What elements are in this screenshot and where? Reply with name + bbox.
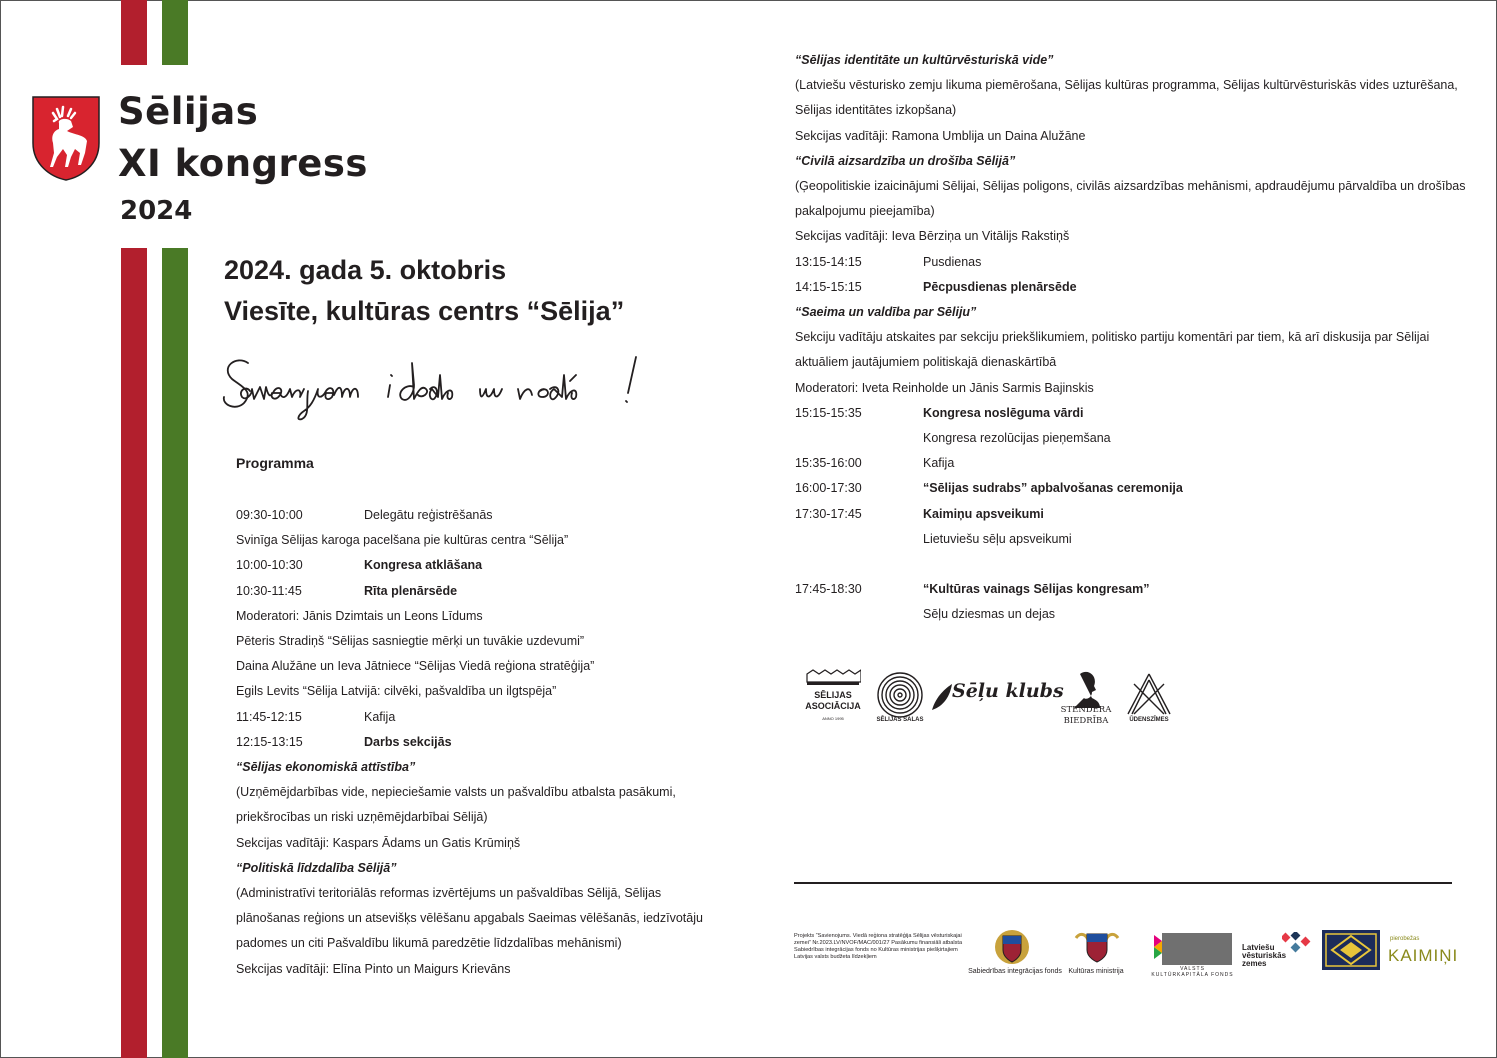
stendera-text <box>1055 705 1117 727</box>
leaf-icon <box>930 682 954 712</box>
program-text: priekšrocības un riski uzņēmējdarbībai Sēlijā) <box>236 810 488 825</box>
program-text: Lietuviešu sēļu apsveikumi <box>923 531 1072 546</box>
program-text: “Civilā aizsardzība un drošība Sēlijā” <box>795 153 1016 168</box>
vkf-text <box>1150 966 1235 978</box>
motto-signature <box>218 345 658 440</box>
program-text: Kongresa rezolūcijas pieņemšana <box>923 431 1111 445</box>
program-time: 09:30-10:00 <box>236 508 303 522</box>
program-text: Sēļu dziesmas un dejas <box>923 607 1056 622</box>
program-time: 17:30-17:45 <box>795 506 862 521</box>
program-text: Sekcijas vadītāji: Kaspars Ādams un Gatis Krūmiņš <box>236 835 521 850</box>
program-time: 17:45-18:30 <box>795 582 862 597</box>
lvz-text <box>1242 944 1286 968</box>
green-stripe-top <box>162 0 188 65</box>
program-time: 15:35-16:00 <box>795 456 862 471</box>
program-text: Sekcijas vadītāji: Ieva Bērziņa un Vitālijs Rakstiņš <box>795 229 1070 244</box>
lvz-line2: vēsturiskās <box>1242 951 1287 960</box>
program-time: 16:00-17:30 <box>795 481 862 496</box>
km-text: Kultūras ministrija <box>1068 968 1124 975</box>
program-text: Moderatori: Iveta Reinholde un Jānis Sarmis Bajinskis <box>795 380 1094 395</box>
program-time: 13:15-14:15 <box>795 254 862 269</box>
program-time: 10:30-11:45 <box>236 583 302 598</box>
program-time: 14:15-15:15 <box>795 279 862 294</box>
program-text: “Saeima un valdība par Sēliju” <box>795 305 977 319</box>
lvz-line3: zemes <box>1242 959 1267 968</box>
vkf-line2: KULTŪRKAPITĀLA FONDS <box>1151 972 1234 978</box>
program-text: Delegātu reģistrēšanās <box>364 508 493 522</box>
program-heading: Programma <box>236 455 314 471</box>
coat-of-arms-icon <box>31 95 101 181</box>
klubs-text: Sēļu klubs <box>952 680 1064 702</box>
stendera-portrait-icon <box>1070 670 1102 708</box>
title-line2: XI kongress <box>118 142 368 185</box>
program-text: Sekcijas vadītāji: Elīna Pinto un Maigurs Krievāns <box>236 961 511 976</box>
project-text: Projekts “Savienojums. Viedā reģiona stratēģija Sēlijas vēsturiskajai zemei” Nr.2023.LV/NVOF/MAC/001/27 Pasākumu finansiāli atbalsta Sabiedrības integrācijas fonds no Kultūras ministrijas piešķirtajiem Latvijas valsts budžeta līdzekļiem <box>794 933 963 960</box>
udenszimes-icon <box>1126 672 1172 716</box>
program-text: Pēteris Stradiņš “Sēlijas sasniegtie mērķi un tuvākie uzdevumi” <box>236 634 585 648</box>
program-text: (Uzņēmējdarbības vide, nepieciešamie valsts un pašvaldību atbalsta pasākumi, <box>236 785 676 800</box>
vkf-logo <box>1154 933 1232 965</box>
red-stripe-top <box>121 0 147 65</box>
program-text: Kafija <box>364 709 396 724</box>
program-text: “Politiskā līdzdalība Sēlijā” <box>236 860 397 875</box>
kaimini-pre: pierobežas <box>1390 936 1420 942</box>
program-text: (Administratīvi teritoriālās reformas izvērtējums un pašvaldības Sēlijā, Sēlijas <box>236 886 662 900</box>
program-text: Pusdienas <box>923 254 982 269</box>
program-text: Egils Levits “Sēlija Latvijā: cilvēki, pašvaldība un ilgtspēja” <box>236 684 557 699</box>
program-text: aktuāliem jautājumiem politiskajā dienaskārtībā <box>795 355 1057 370</box>
kaimini-text: KAIMIŅI <box>1388 946 1459 965</box>
program-text: Svinīga Sēlijas karoga pacelšana pie kultūras centra “Sēlija” <box>236 533 569 548</box>
stendera-line1: STENDERA <box>1060 705 1112 715</box>
program-text: pakalpojumu pieejamība) <box>795 204 935 219</box>
program-text: Darbs sekcijās <box>364 734 452 749</box>
salas-text: SĒLIJAS SALAS <box>876 717 924 723</box>
lvz-squares-icon <box>1282 932 1312 954</box>
event-place: Viesīte, kultūras centrs “Sēlija” <box>224 296 625 326</box>
lvz-line1: Latviešu <box>1242 943 1275 952</box>
program-text: Sēlijas identitātes izkopšana) <box>795 103 957 118</box>
program-text: Moderatori: Jānis Dzimtais un Leons Līdums <box>236 608 483 623</box>
red-stripe-bottom <box>121 248 147 1058</box>
title-line1: Sēlijas <box>118 90 259 133</box>
program-text: Sekcijas vadītāji: Ramona Umblija un Daina Alužāne <box>795 128 1086 143</box>
udenszimes-text: ŪDENSZĪMES <box>1129 717 1169 723</box>
program-time: 10:00-10:30 <box>236 558 303 573</box>
program-text: Daina Alužāne un Ieva Jātniece “Sēlijas Viedā reģiona stratēģija” <box>236 659 595 674</box>
stendera-line2: BIEDRĪBA <box>1063 716 1109 726</box>
program-text: (Ģeopolitiskie izaicinājumi Sēlijai, Sēlijas poligons, civilās aizsardzības mehānismi, apdraudējumu pārvaldība un drošības <box>795 179 1466 193</box>
program-text: Kongresa noslēguma vārdi <box>923 405 1084 420</box>
asociacija-sub: ANNO 1995 <box>822 716 844 721</box>
event-date: 2024. gada 5. oktobris <box>224 255 507 285</box>
title-year: 2024 <box>120 196 193 226</box>
program-text: padomes un citi Pašvaldību likumā paredzētie līdzdalības mehānismi) <box>236 936 622 951</box>
program-time: 11:45-12:15 <box>236 709 302 724</box>
footer-divider <box>794 882 1452 884</box>
program-text: Rīta plenārsēde <box>364 583 458 598</box>
program-text: “Kultūras vainags Sēlijas kongresam” <box>923 582 1150 597</box>
fingerprint-icon <box>875 671 925 719</box>
program-text: “Sēlijas ekonomiskā attīstība” <box>236 760 416 774</box>
program-text: “Sēlijas sudrabs” apbalvošanas ceremonija <box>923 481 1183 496</box>
program-text: Sekciju vadītāju atskaites par sekciju priekšlikumiem, politisko partiju komentāri par tiem, kā arī diskusija par Sēlijai <box>795 330 1430 345</box>
program-text: Kafija <box>923 456 955 471</box>
program-text: plānošanas reģions un atsevišķs vēlēšanu apgabals Saeimas vēlēšanās, iedzīvotāju <box>236 911 703 926</box>
green-stripe-bottom <box>162 248 188 1058</box>
program-text: Kaimiņu apsveikumi <box>923 506 1044 521</box>
vkf-line1: VALSTS <box>1180 966 1205 972</box>
program-text: Pēcpusdienas plenārsēde <box>923 279 1077 294</box>
program-text: “Sēlijas identitāte un kultūrvēsturiskā vide” <box>795 53 1054 67</box>
latvia-coat-of-arms-icon <box>993 928 1031 966</box>
asociacija-text: SĒLIJAS ASOCIĀCIJA <box>805 690 861 711</box>
km-coat-of-arms-icon <box>1072 928 1122 966</box>
program-time: 12:15-13:15 <box>236 734 303 749</box>
program-time: 15:15-15:35 <box>795 405 862 420</box>
program-text: Kongresa atklāšana <box>364 558 483 573</box>
ornament-logo <box>1322 930 1380 970</box>
program-text: (Latviešu vēsturisko zemju likuma piemērošana, Sēlijas kultūras programma, Sēlijas kultūrvēsturiskās vides uzturēšana, <box>795 78 1458 93</box>
sif-text: Sabiedrības integrācijas fonds <box>968 968 1062 975</box>
